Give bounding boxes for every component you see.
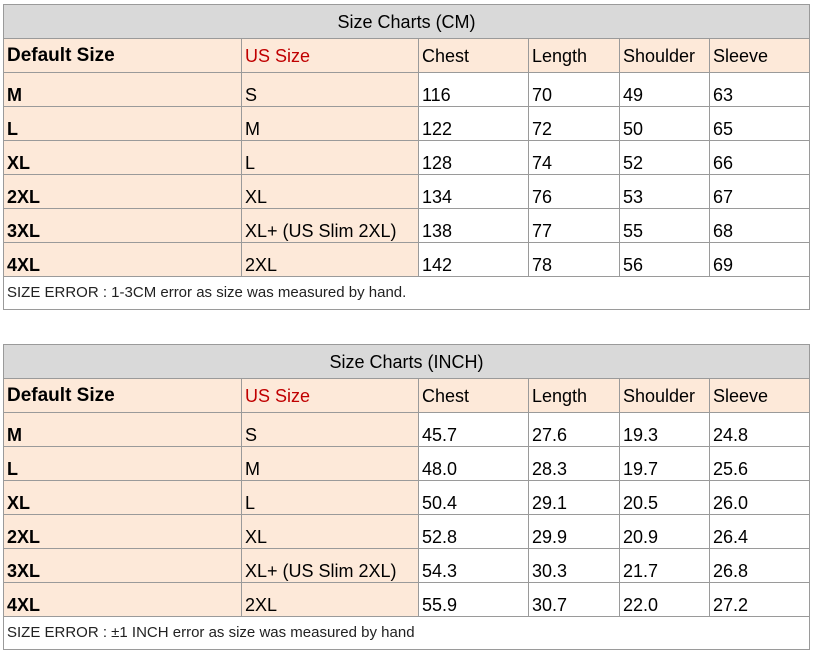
table-cell: 78 <box>529 243 620 277</box>
table-cell: 65 <box>710 107 810 141</box>
table-row <box>4 447 810 481</box>
table-cell: 56 <box>620 243 710 277</box>
table-cell: XL+ (US Slim 2XL) <box>242 549 419 583</box>
table-cell: 55.9 <box>419 583 529 617</box>
table-row <box>4 583 810 617</box>
table-cell: 138 <box>419 209 529 243</box>
table-cell: 68 <box>710 209 810 243</box>
table-cell: 50 <box>620 107 710 141</box>
table-row <box>4 515 810 549</box>
table-cell: M <box>242 447 419 481</box>
table-cell: 55 <box>620 209 710 243</box>
table-cell: L <box>4 447 242 481</box>
table-cell: 134 <box>419 175 529 209</box>
table-cell: 20.5 <box>620 481 710 515</box>
table-cell: 66 <box>710 141 810 175</box>
table-cell: XL <box>4 481 242 515</box>
table-cell: S <box>242 73 419 107</box>
table-row <box>4 141 810 175</box>
column-header: US Size <box>242 379 419 413</box>
column-header: Sleeve <box>710 379 810 413</box>
table-cell: 52.8 <box>419 515 529 549</box>
table-row <box>4 209 810 243</box>
table-cell: 26.0 <box>710 481 810 515</box>
table-cell: 4XL <box>4 583 242 617</box>
size-chart-cm <box>3 4 810 310</box>
table-cell: 2XL <box>4 515 242 549</box>
table-cell: 116 <box>419 73 529 107</box>
size-chart-inch <box>3 344 810 650</box>
table-cell: 28.3 <box>529 447 620 481</box>
table-cell: 52 <box>620 141 710 175</box>
column-header: Chest <box>419 379 529 413</box>
table-title: Size Charts (CM) <box>4 5 810 39</box>
table-cell: 142 <box>419 243 529 277</box>
column-header: Length <box>529 379 620 413</box>
column-header: Shoulder <box>620 379 710 413</box>
table-cell: 50.4 <box>419 481 529 515</box>
table-cell: 29.9 <box>529 515 620 549</box>
header-row <box>4 379 810 413</box>
table-cell: 67 <box>710 175 810 209</box>
table-cell: XL <box>242 515 419 549</box>
table-cell: 122 <box>419 107 529 141</box>
table-cell: 74 <box>529 141 620 175</box>
table-cell: 3XL <box>4 549 242 583</box>
column-header: Length <box>529 39 620 73</box>
table-cell: 45.7 <box>419 413 529 447</box>
table-row <box>4 413 810 447</box>
column-header: Default Size <box>4 379 242 413</box>
table-cell: 30.3 <box>529 549 620 583</box>
table-cell: L <box>242 141 419 175</box>
table-cell: 76 <box>529 175 620 209</box>
table-cell: 70 <box>529 73 620 107</box>
table-cell: M <box>4 413 242 447</box>
table-cell: 4XL <box>4 243 242 277</box>
table-cell: 2XL <box>242 583 419 617</box>
table-cell: 48.0 <box>419 447 529 481</box>
table-cell: 19.3 <box>620 413 710 447</box>
table-cell: 128 <box>419 141 529 175</box>
table-cell: 27.2 <box>710 583 810 617</box>
table-cell: 29.1 <box>529 481 620 515</box>
column-header: Shoulder <box>620 39 710 73</box>
column-header: Chest <box>419 39 529 73</box>
table-cell: L <box>242 481 419 515</box>
table-cell: 54.3 <box>419 549 529 583</box>
table-cell: 21.7 <box>620 549 710 583</box>
table-cell: XL <box>4 141 242 175</box>
table-row <box>4 175 810 209</box>
header-row <box>4 39 810 73</box>
table-cell: 25.6 <box>710 447 810 481</box>
table-cell: 24.8 <box>710 413 810 447</box>
table-cell: 69 <box>710 243 810 277</box>
table-cell: 2XL <box>4 175 242 209</box>
size-error-note: SIZE ERROR : ±1 INCH error as size was measured by hand <box>4 617 810 650</box>
column-header: US Size <box>242 39 419 73</box>
table-cell: 22.0 <box>620 583 710 617</box>
table-row <box>4 481 810 515</box>
table-cell: 72 <box>529 107 620 141</box>
table-cell: 49 <box>620 73 710 107</box>
table-row <box>4 73 810 107</box>
table-row <box>4 549 810 583</box>
table-cell: 3XL <box>4 209 242 243</box>
table-cell: 19.7 <box>620 447 710 481</box>
table-cell: 26.4 <box>710 515 810 549</box>
table-cell: 53 <box>620 175 710 209</box>
table-cell: 20.9 <box>620 515 710 549</box>
table-row <box>4 107 810 141</box>
table-title: Size Charts (INCH) <box>4 345 810 379</box>
table-cell: 26.8 <box>710 549 810 583</box>
table-cell: XL <box>242 175 419 209</box>
table-cell: L <box>4 107 242 141</box>
table-cell: 30.7 <box>529 583 620 617</box>
table-cell: S <box>242 413 419 447</box>
size-error-note: SIZE ERROR : 1-3CM error as size was measured by hand. <box>4 277 810 310</box>
table-cell: 63 <box>710 73 810 107</box>
table-cell: 77 <box>529 209 620 243</box>
table-cell: XL+ (US Slim 2XL) <box>242 209 419 243</box>
column-header: Sleeve <box>710 39 810 73</box>
table-cell: 27.6 <box>529 413 620 447</box>
table-cell: 2XL <box>242 243 419 277</box>
column-header: Default Size <box>4 39 242 73</box>
table-row <box>4 243 810 277</box>
table-cell: M <box>4 73 242 107</box>
table-cell: M <box>242 107 419 141</box>
